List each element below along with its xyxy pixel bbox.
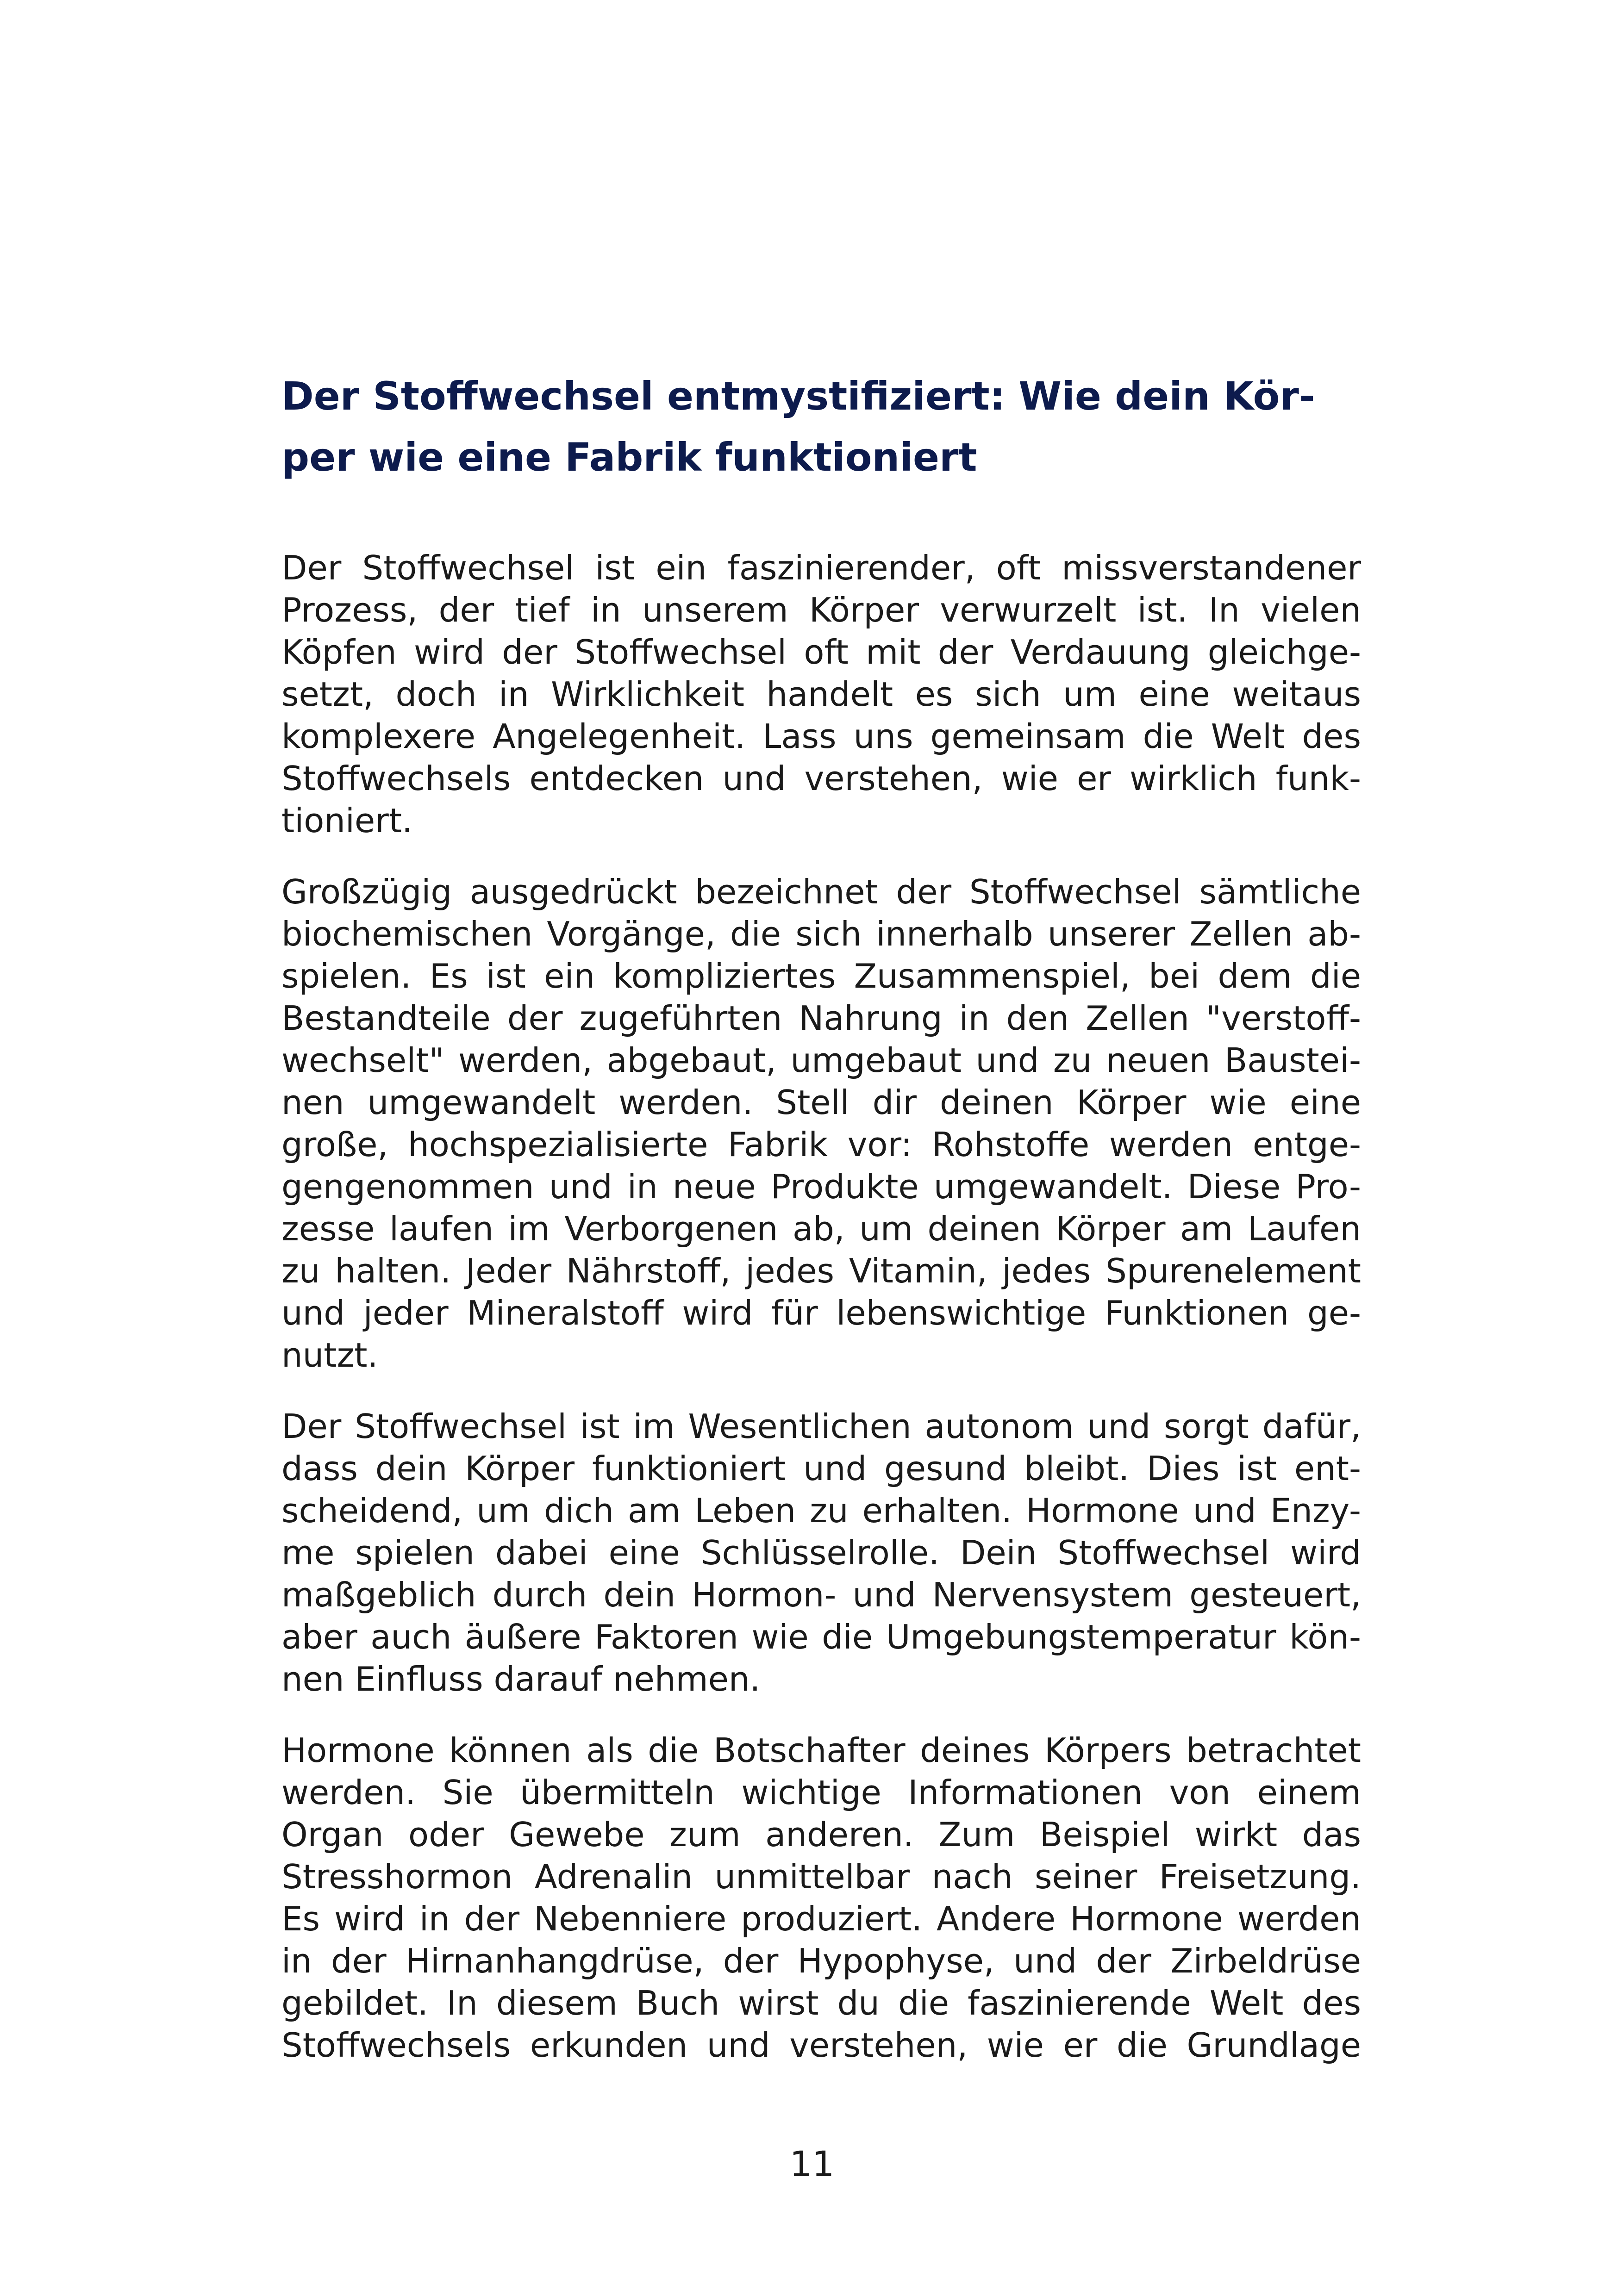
text-line: zu halten. Jeder Nährstoff, jedes Vitamin, jedes Spurenelement: [281, 1251, 1361, 1290]
text-line: Stoffwechsels erkunden und verstehen, wie er die Grundlage: [281, 2026, 1361, 2065]
chapter-title-line: per wie eine Fabrik funktioniert: [281, 435, 977, 480]
text-line: zesse laufen im Verborgenen ab, um deinen Körper am Laufen: [281, 1209, 1361, 1248]
text-line: nen umgewandelt werden. Stell dir deinen Körper wie eine: [281, 1083, 1361, 1122]
text-line: spielen. Es ist ein kompliziertes Zusammenspiel, bei dem die: [281, 957, 1361, 996]
text-line: in der Hirnanhangdrüse, der Hypophyse, und der Zirbeldrüse: [281, 1941, 1361, 1980]
text-line: setzt, doch in Wirklichkeit handelt es sich um eine weitaus: [281, 675, 1361, 714]
body-text: [281, 547, 1361, 2066]
chapter-title-line: Der Stoffwechsel entmystifiziert: Wie dein Kör-: [281, 373, 1315, 419]
text-line: maßgeblich durch dein Hormon- und Nervensystem gesteuert,: [281, 1575, 1361, 1614]
text-line: Stresshormon Adrenalin unmittelbar nach seiner Freisetzung.: [281, 1857, 1361, 1896]
chapter-title: [281, 366, 1361, 488]
text-line: aber auch äußere Faktoren wie die Umgebungstemperatur kön-: [281, 1618, 1361, 1656]
text-line: gebildet. In diesem Buch wirst du die faszinierende Welt des: [281, 1984, 1361, 2022]
text-line: wechselt" werden, abgebaut, umgebaut und zu neuen Baustei-: [281, 1041, 1361, 1080]
paragraph: [281, 1406, 1361, 1700]
text-line: scheidend, um dich am Leben zu erhalten. Hormone und Enzy-: [281, 1491, 1361, 1530]
text-line: und jeder Mineralstoff wird für lebenswichtige Funktionen ge-: [281, 1294, 1361, 1332]
text-line: große, hochspezialisierte Fabrik vor: Rohstoffe werden entge-: [281, 1125, 1361, 1164]
text-line: me spielen dabei eine Schlüsselrolle. Dein Stoffwechsel wird: [281, 1533, 1361, 1572]
text-line: werden. Sie übermitteln wichtige Informationen von einem: [281, 1773, 1361, 1812]
text-line: Organ oder Gewebe zum anderen. Zum Beispiel wirkt das: [281, 1815, 1361, 1854]
page-number: 11: [789, 2143, 835, 2184]
text-line: Großzügig ausgedrückt bezeichnet der Stoffwechsel sämtliche: [281, 872, 1361, 911]
text-line: Der Stoffwechsel ist ein faszinierender, oft missverstandener: [281, 548, 1361, 587]
text-line: gengenommen und in neue Produkte umgewandelt. Diese Pro-: [281, 1167, 1361, 1206]
text-line: biochemischen Vorgänge, die sich innerhalb unserer Zellen ab-: [281, 915, 1361, 953]
text-line: Prozess, der tief in unserem Körper verwurzelt ist. In vielen: [281, 591, 1361, 629]
text-line: nen Einfluss darauf nehmen.: [281, 1660, 761, 1699]
text-line: komplexere Angelegenheit. Lass uns gemeinsam die Welt des: [281, 717, 1361, 756]
text-line: dass dein Körper funktioniert und gesund bleibt. Dies ist ent-: [281, 1449, 1361, 1488]
text-line: Bestandteile der zugeführten Nahrung in den Zellen "verstoff-: [281, 999, 1361, 1038]
text-line: nutzt.: [281, 1336, 378, 1375]
text-line: Der Stoffwechsel ist im Wesentlichen autonom und sorgt dafür,: [281, 1407, 1361, 1446]
paragraph: [281, 871, 1361, 1376]
paragraph: [281, 547, 1361, 842]
text-line: Köpfen wird der Stoffwechsel oft mit der Verdauung gleichge-: [281, 633, 1361, 672]
text-line: Es wird in der Nebenniere produziert. Andere Hormone werden: [281, 1899, 1361, 1938]
page-content: [281, 366, 1361, 2096]
text-line: Stoffwechsels entdecken und verstehen, wie er wirklich funk-: [281, 759, 1361, 798]
text-line: tioniert.: [281, 801, 412, 840]
text-line: Hormone können als die Botschafter deines Körpers betrachtet: [281, 1731, 1361, 1770]
paragraph: [281, 1730, 1361, 2066]
